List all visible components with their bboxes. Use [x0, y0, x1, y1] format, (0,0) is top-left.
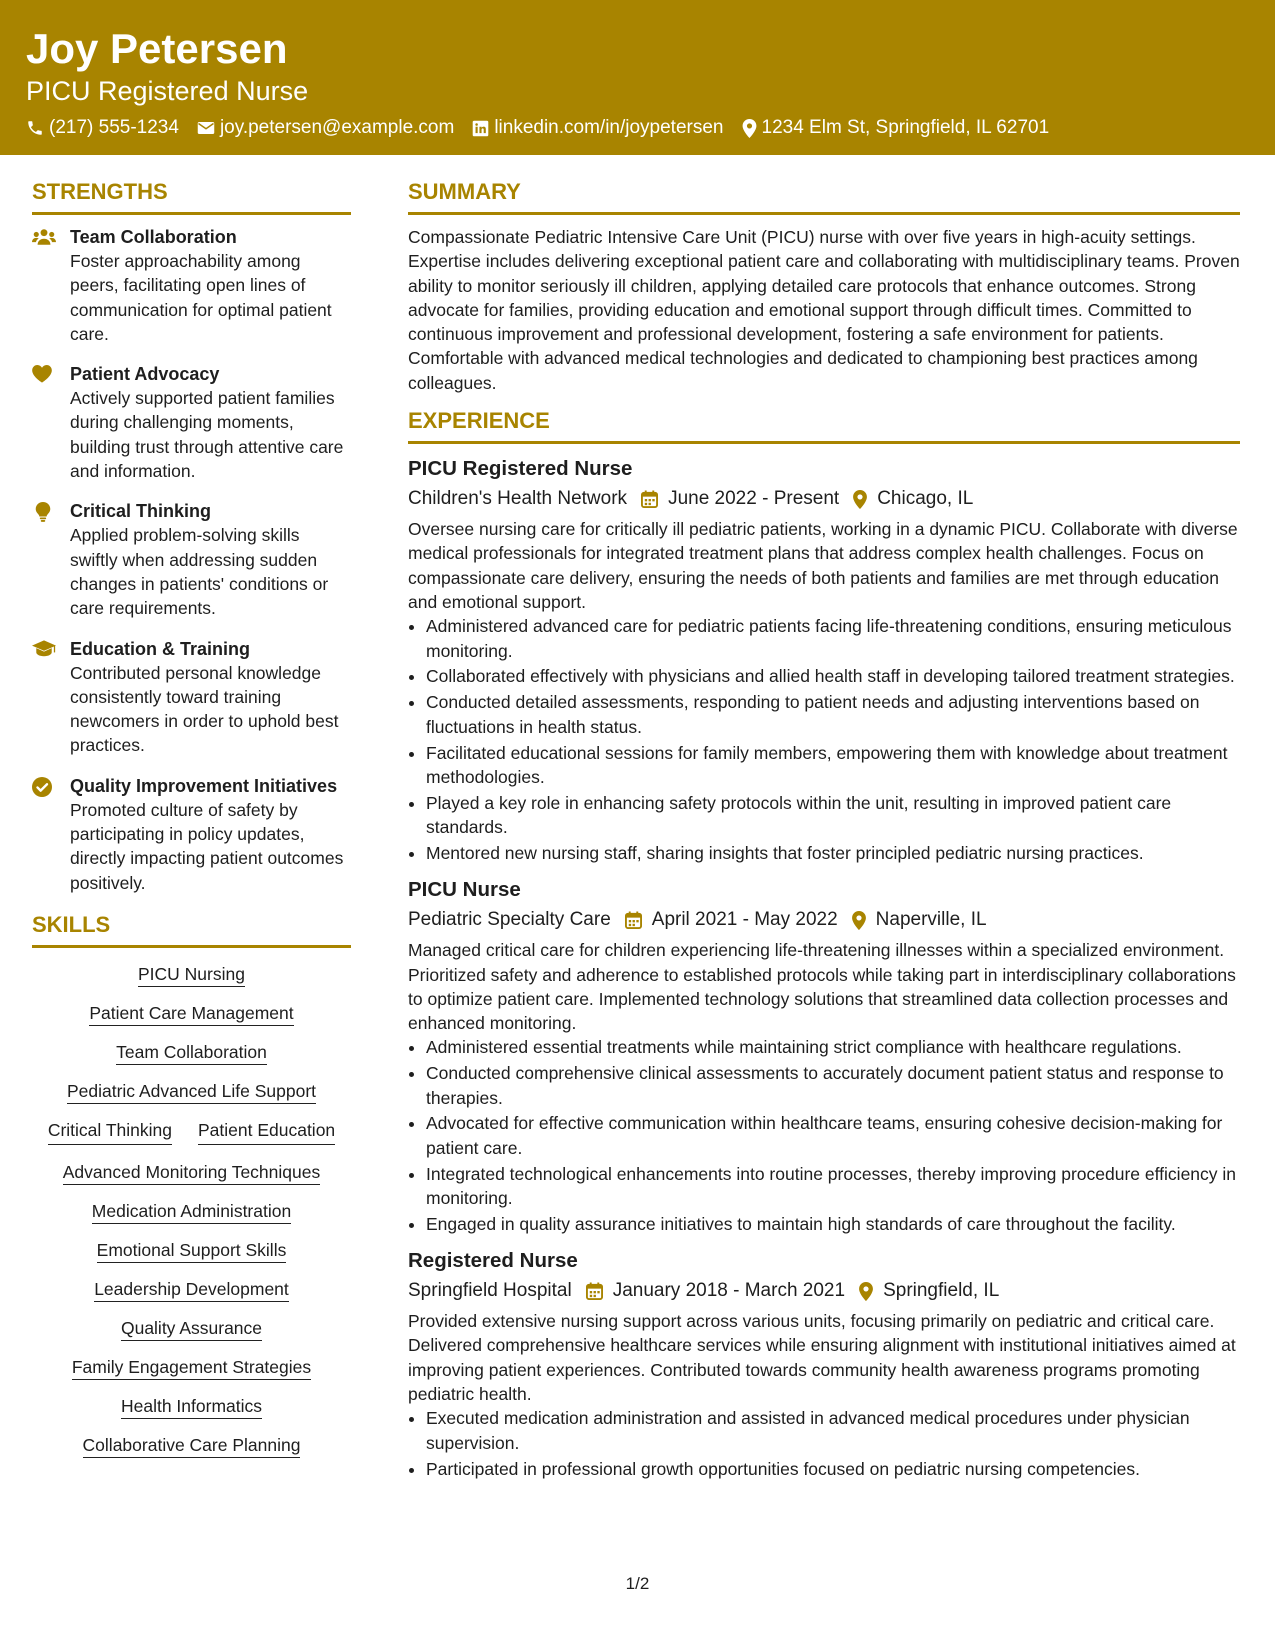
job-description: Managed critical care for children experiencing life-threatening illnesses within a specialized environment. Prioritized safety and adherence to established protocols while taking part in interdisciplinary collaborations to optimize patient care. Implemented technology solutions that streamlined data collection processes and enhanced monitoring. [408, 940, 1236, 1034]
calendar-icon [641, 490, 658, 508]
job-location: Chicago, IL [877, 488, 974, 510]
job-bullet: • Conducted comprehensive clinical assessments to accurately document patient status and response to therapies. [426, 1061, 1240, 1110]
job-bullet: • Played a key role in enhancing safety protocols within the unit, resulting in improved patient care standards. [426, 791, 1240, 840]
linkedin-icon [472, 120, 489, 137]
sidebar [32, 178, 351, 1457]
job-bullet: • Collaborated effectively with physicians and allied health staff in developing tailored treatment strategies. [426, 664, 1240, 688]
candidate-title: PICU Registered Nurse [26, 76, 309, 106]
job-entry [408, 454, 1240, 865]
job-bullets [408, 1406, 1240, 1480]
skill-tag: Advanced Monitoring Techniques [63, 1162, 320, 1185]
strength-item [32, 637, 351, 758]
skill-tag: Pediatric Advanced Life Support [67, 1081, 316, 1104]
map-marker-icon [853, 490, 867, 509]
skill-tag: Family Engagement Strategies [72, 1357, 311, 1380]
job-description: Provided extensive nursing support across various units, focusing primarily on pediatric and critical care. Delivered comprehensive healthcare services while ensuring alignment with institutional initiatives aimed at improving patient experiences. Contributed towards community health awareness programs promoting pediatric health. [408, 1311, 1236, 1405]
calendar-icon [625, 911, 642, 929]
job-bullet: • Advocated for effective communication within healthcare teams, ensuring cohesive decision-making for patient care. [426, 1111, 1240, 1160]
strength-description: Foster approachability among peers, facilitating open lines of communication for optimal patient care. [70, 251, 332, 344]
job-bullet: • Engaged in quality assurance initiatives to maintain high standards of care throughout the facility. [426, 1212, 1240, 1236]
heart-icon [32, 362, 70, 483]
job-description: Oversee nursing care for critically ill pediatric patients, working in a dynamic PICU. Collaborate with diverse medical professionals for integrated treatment plans that address complex health challenges. Focus on compassionate care delivery, ensuring the needs of both patients and families are met through education and emotional support. [408, 519, 1238, 612]
main-column [408, 178, 1240, 1491]
job-bullet: • Mentored new nursing staff, sharing insights that foster principled pediatric nursing practices. [426, 841, 1240, 865]
linkedin-text: linkedin.com/in/joypetersen [494, 117, 724, 138]
company-name: Children's Health Network [408, 488, 628, 510]
experience-heading: EXPERIENCE [408, 407, 1240, 444]
skills-list [32, 958, 351, 1457]
company-name: Pediatric Specialty Care [408, 909, 611, 931]
strength-title: Quality Improvement Initiatives [70, 775, 338, 796]
summary-section [408, 178, 1240, 395]
strengths-section [32, 178, 351, 895]
lightbulb-icon [32, 499, 70, 620]
strength-title: Patient Advocacy [70, 364, 220, 385]
job-dates: June 2022 - Present [668, 488, 840, 510]
strengths-heading: STRENGTHS [32, 178, 351, 215]
strength-item [32, 225, 351, 346]
skill-tag: Patient Education [198, 1118, 335, 1145]
strength-item [32, 362, 351, 483]
strength-item [32, 499, 351, 620]
page-number: 1/2 [625, 1574, 650, 1593]
strength-description: Promoted culture of safety by participating in policy updates, directly impacting patient outcomes positively. [70, 799, 344, 893]
job-dates: January 2018 - March 2021 [612, 1280, 846, 1302]
calendar-icon [586, 1282, 603, 1300]
job-meta [408, 484, 1240, 514]
envelope-icon [197, 120, 215, 136]
address-text: 1234 Elm St, Springfield, IL 62701 [761, 117, 1050, 138]
map-marker-icon [859, 1282, 873, 1301]
email-text: joy.petersen@example.com [219, 117, 455, 138]
skill-tag: Team Collaboration [116, 1042, 267, 1065]
skills-section [32, 911, 351, 1457]
check-circle-icon [32, 774, 70, 895]
skill-tag: Collaborative Care Planning [83, 1435, 301, 1458]
phone-text: (217) 555-1234 [49, 117, 179, 138]
summary-heading: SUMMARY [408, 178, 1240, 215]
map-marker-icon [852, 911, 866, 930]
experience-section [408, 407, 1240, 1481]
strength-description: Actively supported patient families during challenging moments, building trust through attentive care and information. [70, 388, 344, 482]
graduation-cap-icon [32, 637, 70, 758]
strength-description: Contributed personal knowledge consistently toward training newcomers in order to uphold best practices. [70, 662, 339, 756]
job-entry [408, 1246, 1240, 1481]
job-location: Naperville, IL [875, 909, 987, 931]
strength-title: Education & Training [70, 638, 251, 659]
strength-item [32, 774, 351, 895]
users-icon [32, 225, 70, 346]
job-bullet: • Participated in professional growth opportunities focused on pediatric nursing competencies. [426, 1457, 1240, 1481]
job-meta [408, 1276, 1240, 1306]
skills-heading: SKILLS [32, 911, 351, 948]
job-location: Springfield, IL [883, 1280, 1000, 1302]
job-bullet: • Facilitated educational sessions for family members, empowering them with knowledge about treatment methodologies. [426, 741, 1240, 790]
job-title: PICU Nurse [408, 878, 521, 902]
job-bullet: • Executed medication administration and assisted in advanced medical procedures under physician supervision. [426, 1406, 1240, 1455]
job-dates: April 2021 - May 2022 [651, 909, 838, 931]
job-meta [408, 905, 1240, 935]
job-entry [408, 875, 1240, 1236]
phone-icon [26, 119, 44, 137]
resume-header [0, 0, 1275, 155]
contact-email[interactable] [197, 116, 454, 140]
skill-tag: Health Informatics [121, 1396, 262, 1419]
job-title: PICU Registered Nurse [408, 457, 633, 481]
strength-description: Applied problem-solving skills swiftly when addressing sudden changes in patients' conditions or care requirements. [70, 525, 329, 619]
strength-title: Team Collaboration [70, 227, 237, 247]
job-bullet: • Administered essential treatments while maintaining strict compliance with healthcare regulations. [426, 1035, 1240, 1059]
job-bullets [408, 1035, 1240, 1236]
contact-bar [26, 116, 1049, 140]
strength-title: Critical Thinking [70, 501, 212, 522]
skill-tag: Quality Assurance [121, 1318, 262, 1341]
job-title: Registered Nurse [408, 1249, 578, 1273]
contact-address [742, 116, 1050, 140]
summary-text: Compassionate Pediatric Intensive Care Unit (PICU) nurse with over five years in high-acuity settings. Expertise includes delivering exceptional patient care and collaborating with multidisciplinary teams. Proven ability to monitor seriously ill children, applying detailed care protocols that enhance outcomes. Strong advocate for families, providing education and emotional support through difficult times. Committed to continuous improvement and professional development, fostering a safe environment for patients. Comfortable with advanced medical technologies and dedicated to championing best practices among colleagues. [408, 227, 1240, 393]
map-marker-icon [742, 119, 757, 138]
skill-tag: Critical Thinking [48, 1118, 172, 1145]
skill-tag: Patient Care Management [89, 1003, 293, 1026]
job-bullet: • Administered advanced care for pediatric patients facing life-threatening conditions, ensuring meticulous monitoring. [426, 614, 1240, 663]
skill-tag: Medication Administration [92, 1201, 291, 1224]
skill-tag: Leadership Development [94, 1279, 289, 1302]
job-bullets [408, 614, 1240, 865]
job-bullet: • Conducted detailed assessments, responding to patient needs and adjusting interventions based on fluctuations in health status. [426, 690, 1240, 739]
skill-tag: Emotional Support Skills [97, 1240, 287, 1263]
job-bullet: • Integrated technological enhancements into routine processes, thereby improving procedure efficiency in monitoring. [426, 1162, 1240, 1211]
contact-phone[interactable] [26, 116, 179, 140]
candidate-name: Joy Petersen [26, 25, 288, 72]
contact-linkedin[interactable] [472, 116, 723, 140]
skill-tag: PICU Nursing [138, 964, 245, 987]
company-name: Springfield Hospital [408, 1280, 572, 1302]
